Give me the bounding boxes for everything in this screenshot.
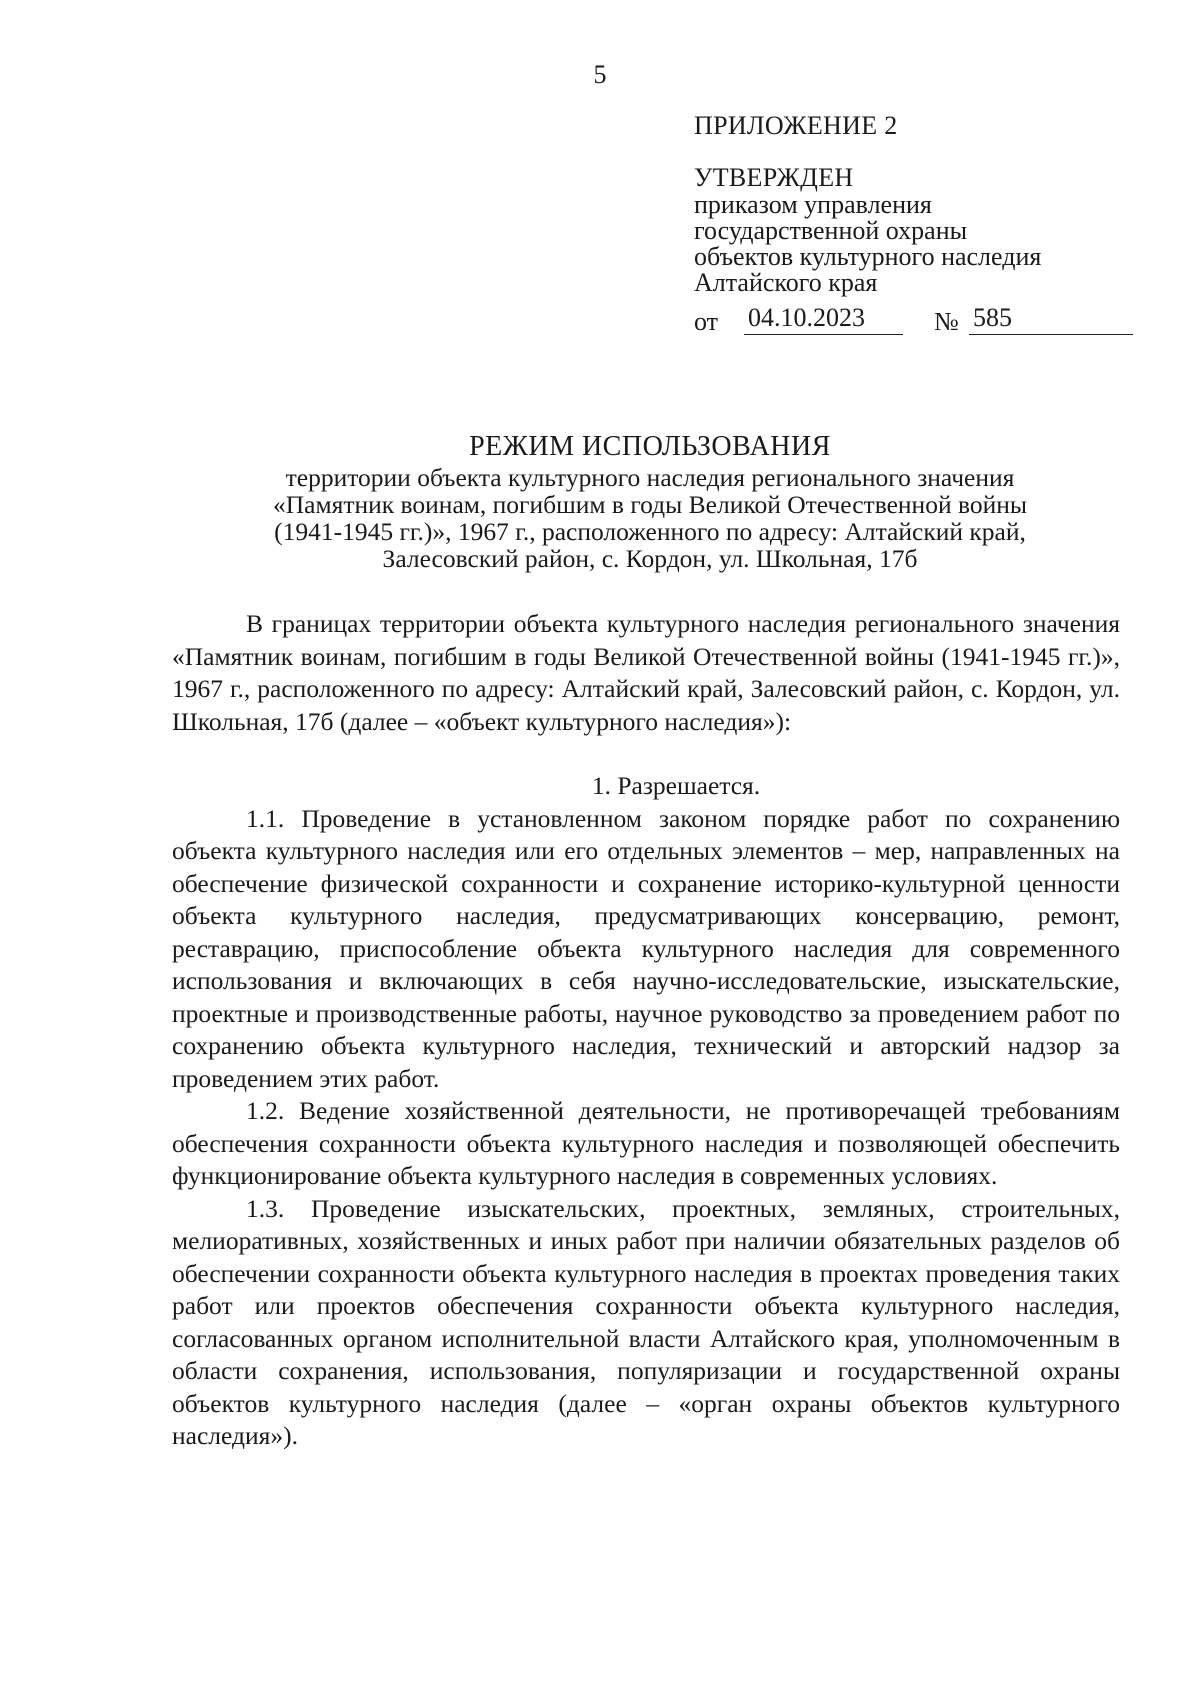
document-subtitle-line: территории объекта культурного наследия регионального значения xyxy=(285,463,1015,492)
document-subtitle-line: Залесовский район, с. Кордон, ул. Школьная, 17б xyxy=(382,544,918,573)
approved-label: УТВЕРЖДЕН xyxy=(694,163,854,192)
order-date: 04.10.2023 xyxy=(744,302,903,335)
appendix-header xyxy=(694,110,1164,338)
document-heading xyxy=(170,432,1130,572)
page-number: 5 xyxy=(593,60,607,89)
item-paragraph-1-3: 1.3. Проведение изыскательских, проектных, земляных, строительных, мелиоративных, хозяйственных и иных работ при наличии обязательных разделов об обеспечении сохранности объекта культурного наследия в проектах проведения таких работ или проектов обеспечения сохранности объекта культурного наследия, согласованных органом исполнительной власти Алтайского края, уполномоченным в области сохранения, использования, популяризации и государственной охраны объектов культурного наследия (далее – «орган охраны объектов культурного наследия»). xyxy=(172,1193,1120,1450)
document-body xyxy=(172,608,1120,1453)
order-number: 585 xyxy=(969,302,1133,335)
approved-by-line: приказом управления xyxy=(694,190,932,219)
document-subtitle-line: (1941-1945 гг.)», 1967 г., расположенного по адресу: Алтайский край, xyxy=(274,517,1026,546)
number-prefix: № xyxy=(934,307,959,336)
item-paragraph-1-2: 1.2. Ведение хозяйственной деятельности, не противоречащей требованиям обеспечения сохранности объекта культурного наследия и позволяющей обеспечить функционирование объекта культурного наследия в современных условиях. xyxy=(172,1096,1120,1190)
item-paragraph-1-1: 1.1. Проведение в установленном законом порядке работ по сохранению объекта культурного наследия или его отдельных элементов – мер, направленных на обеспечение физической сохранности и сохранение историко-культурной ценности объекта культурного наследия, предусматривающих консервацию, ремонт, реставрацию, приспособление объекта культурного наследия для современного использования и включающих в себя научно-исследовательские, изыскательские, проектные и производственные работы, научное руководство за проведением работ по сохранению объекта культурного наследия, технический и авторский надзор за проведением этих работ. xyxy=(172,803,1120,1093)
appendix-title: ПРИЛОЖЕНИЕ 2 xyxy=(694,111,898,140)
approved-by-line: объектов культурного наследия xyxy=(694,242,1042,271)
section-heading: 1. Разрешается. xyxy=(591,771,761,800)
order-date-number-line xyxy=(694,302,1164,338)
date-prefix: от xyxy=(694,307,719,336)
document-subtitle-line: «Памятник воинам, погибшим в годы Великой Отечественной войны xyxy=(272,490,1028,519)
intro-paragraph: В границах территории объекта культурного наследия регионального значения «Памятник воинам, погибшим в годы Великой Отечественной войны (1941-1945 гг.)», 1967 г., расположенного по адресу: Алтайский край, Залесовский район, с. Кордон, ул. Школьная, 17б (далее – «объект культурного наследия»): xyxy=(172,609,1120,736)
approved-by-line: Алтайского края xyxy=(694,268,878,297)
document-title: РЕЖИМ ИСПОЛЬЗОВАНИЯ xyxy=(469,431,831,462)
approved-by-line: государственной охраны xyxy=(694,216,968,245)
